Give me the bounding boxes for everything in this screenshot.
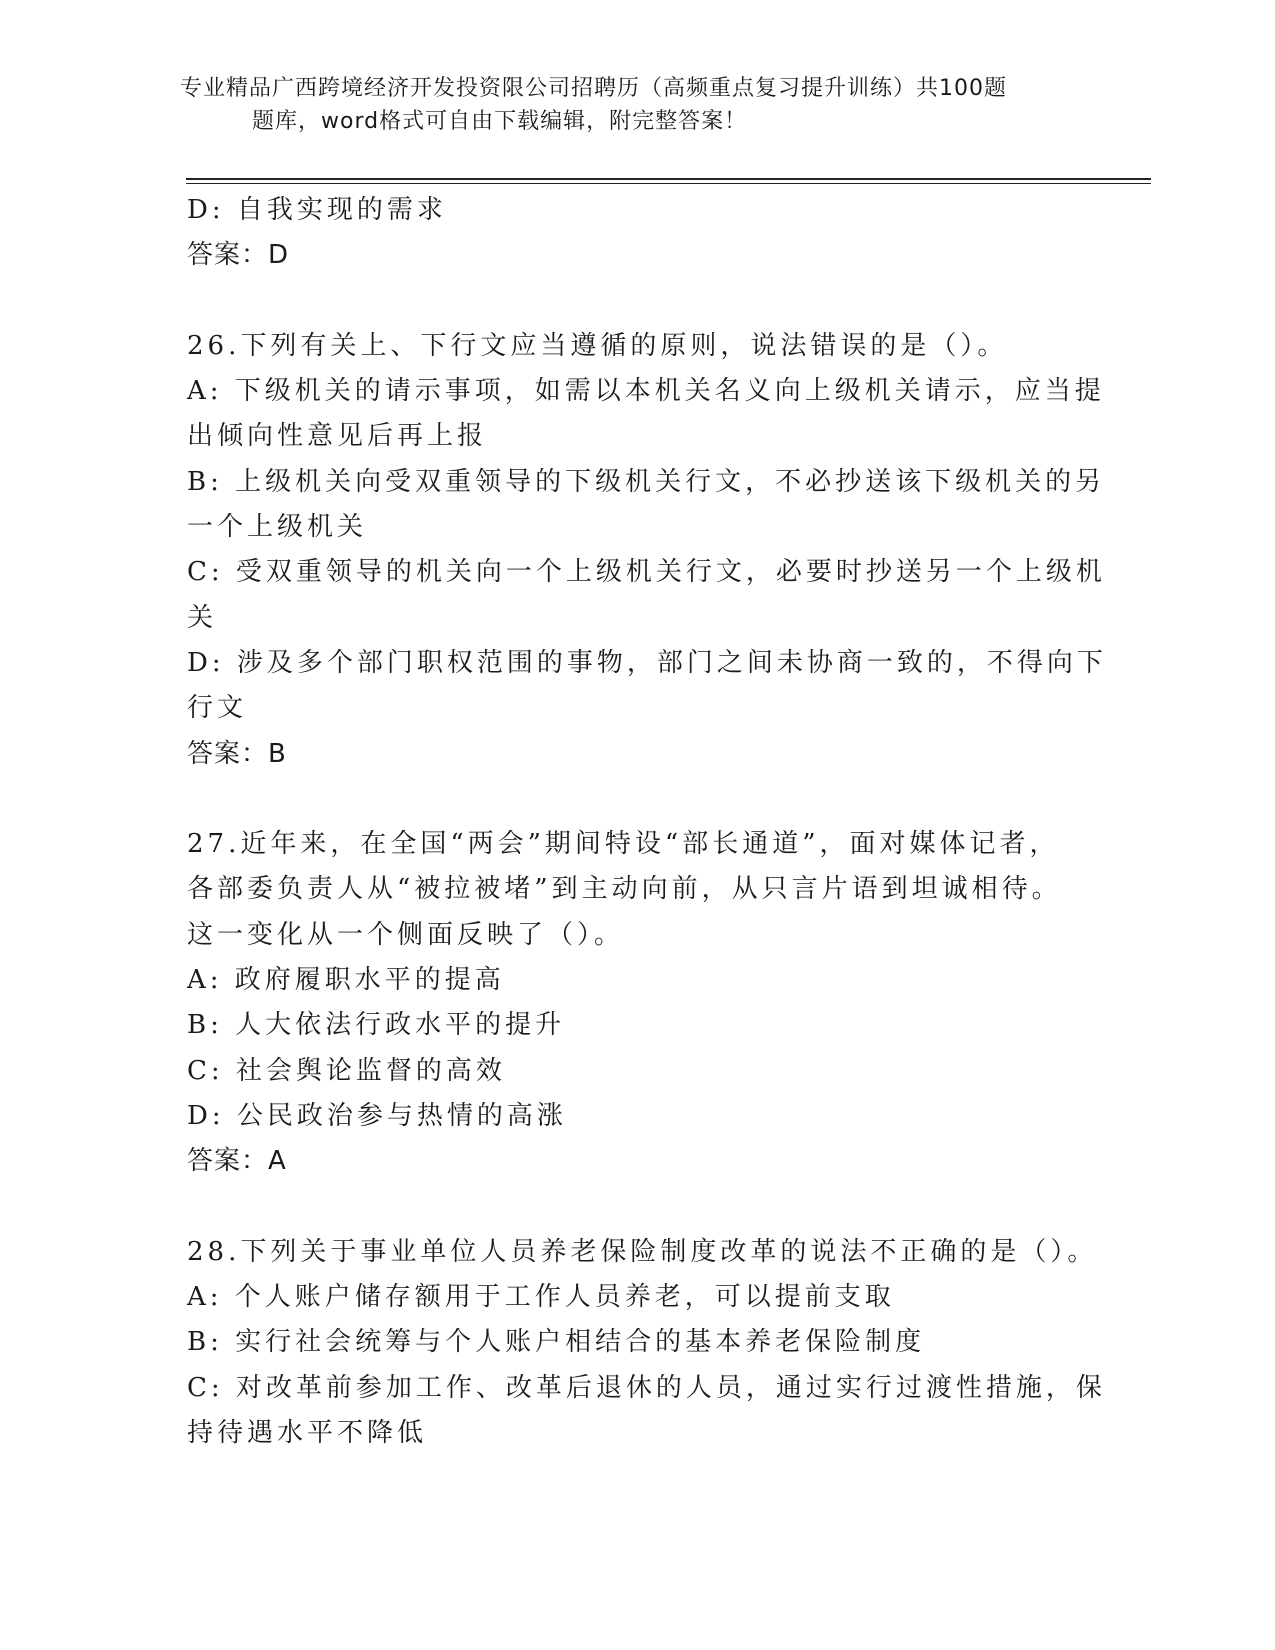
q26-option-d-line-2: 行文 [187,693,248,724]
spacer [187,1185,1067,1230]
header-rule-thick [186,178,1151,180]
q26-option-b-line-1: B: 上级机关向受双重领导的下级机关行文，不必抄送该下级机关的另 [187,466,1106,497]
q27-option-a: A: 政府履职水平的提高 [187,965,505,996]
q26-option-c-line-2: 关 [187,602,218,633]
q26-option-c-line-1: C: 受双重领导的机关向一个上级机关行文，必要时抄送另一个上级机 [187,557,1106,588]
spacer [187,777,1067,822]
header-rule-thin [186,183,1151,184]
q27-stem-line-2: 各部委负责人从“被拉被堵”到主动向前，从只言片语到坦诚相待。 [187,874,1062,905]
q27-option-d: D: 公民政治参与热情的高涨 [187,1100,567,1131]
document-body [187,188,1107,1456]
q25-option-d: D: 自我实现的需求 [187,195,447,225]
q28-option-b: B: 实行社会统筹与个人账户相结合的基本养老保险制度 [187,1327,926,1358]
spacer [187,279,1067,324]
q28-option-a: A: 个人账户储存额用于工作人员养老，可以提前支取 [187,1282,895,1313]
q28-stem: 28.下列关于事业单位人员养老保险制度改革的说法不正确的是（）。 [187,1236,1098,1267]
q26-answer: 答案：B [187,738,287,769]
q25-answer: 答案：D [187,240,290,271]
q28-option-c-line-2: 持待遇水平不降低 [187,1418,428,1449]
header-title-line-2: 题库，word格式可自由下载编辑，附完整答案！ [252,109,748,134]
q26-option-a-line-1: A: 下级机关的请示事项，如需以本机关名义向上级机关请示，应当提 [187,376,1105,407]
q27-stem-line-3: 这一变化从一个侧面反映了（）。 [187,919,625,950]
q27-stem-line-1: 27.近年来，在全国“两会”期间特设“部长通道”，面对媒体记者， [187,829,1060,860]
q26-option-d-line-1: D: 涉及多个部门职权范围的事物，部门之间未协商一致的，不得向下 [187,647,1107,678]
document-header [180,72,1080,138]
q28-option-c-line-1: C: 对改革前参加工作、改革后退休的人员，通过实行过渡性措施，保 [187,1372,1106,1403]
q26-option-a-line-2: 出倾向性意见后再上报 [187,421,488,452]
q27-answer: 答案：A [187,1146,287,1177]
q27-option-b: B: 人大依法行政水平的提升 [187,1010,566,1041]
q26-option-b-line-2: 一个上级机关 [187,512,368,543]
q27-option-c: C: 社会舆论监督的高效 [187,1055,506,1086]
q26-stem: 26.下列有关上、下行文应当遵循的原则，说法错误的是（）。 [187,330,1008,361]
header-title-line-1: 专业精品广西跨境经济开发投资限公司招聘历（高频重点复习提升训练）共100题 [180,76,1007,101]
